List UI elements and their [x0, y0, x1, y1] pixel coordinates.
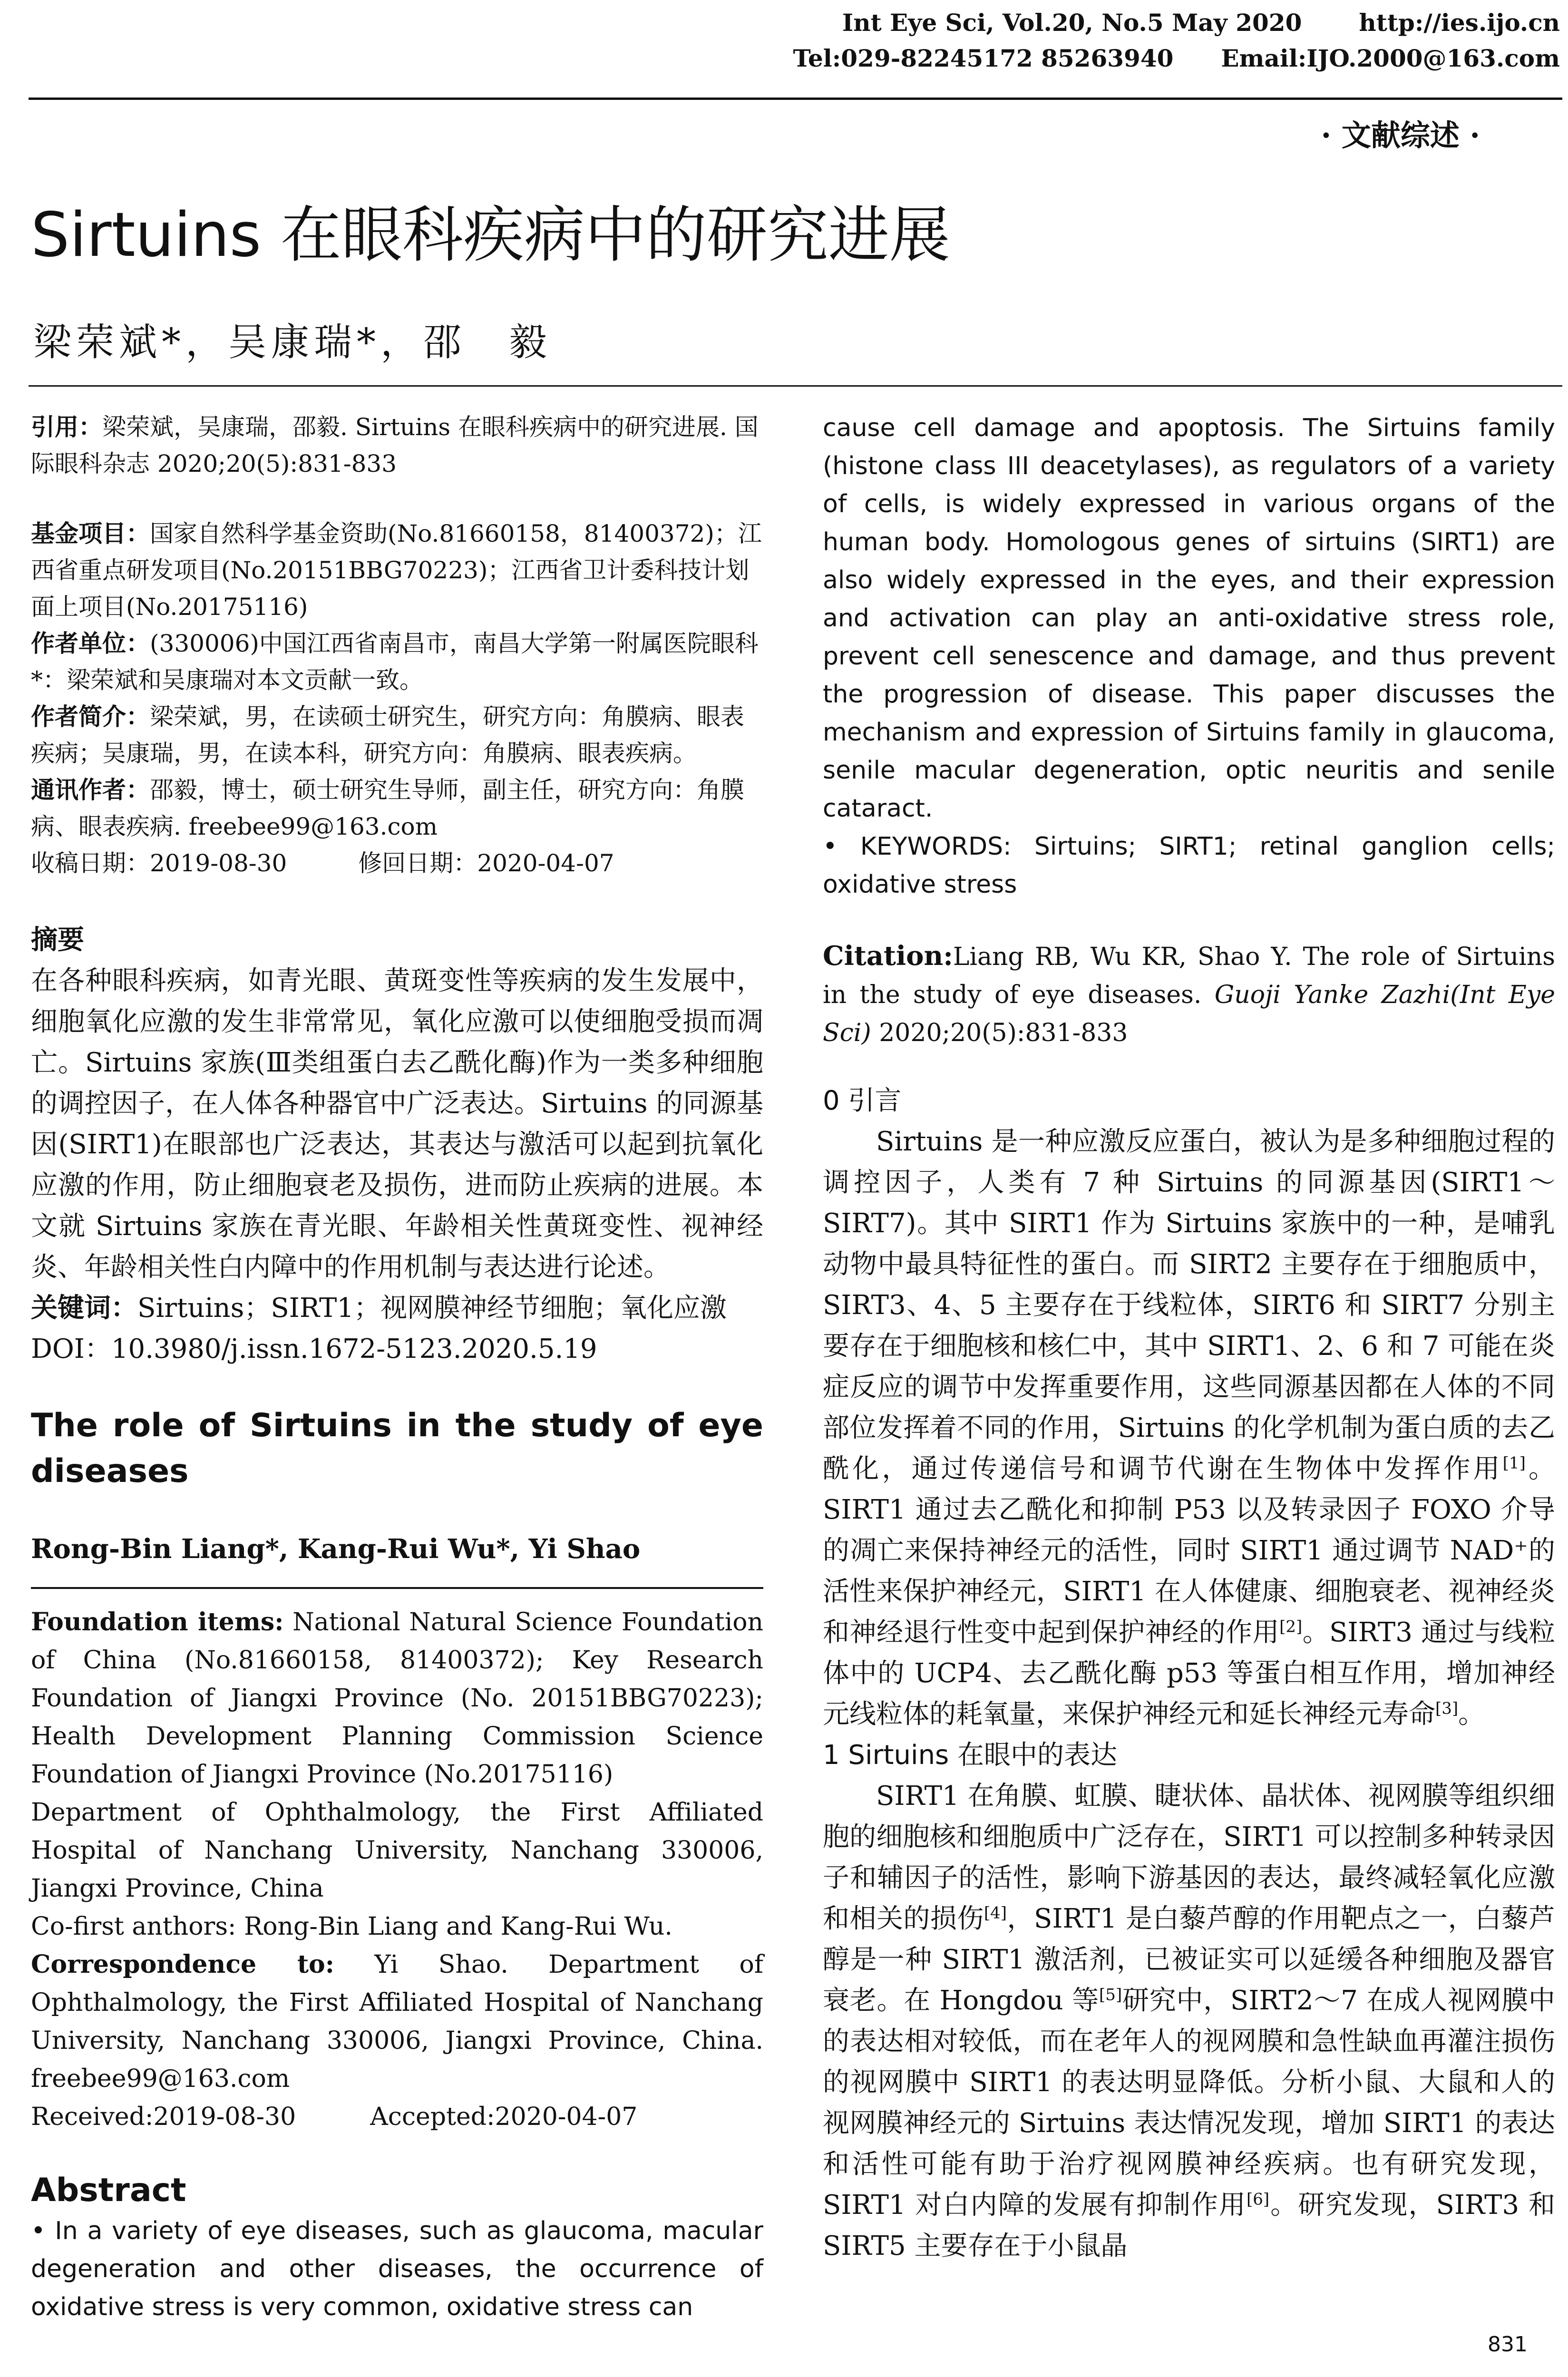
section-1-paragraph [823, 1776, 1555, 2267]
running-header [33, 5, 1560, 76]
unit-cn [31, 625, 763, 662]
keywords-en: • KEYWORDS: Sirtuins; SIRT1; retinal ganglion cells; oxidative stress [823, 832, 1555, 899]
cofirst-en: Co-first anthors: Rong-Bin Liang and Kang-Rui Wu. [31, 1912, 672, 1941]
citation-en-end: 2020;20(5):831-833 [879, 1019, 1128, 1047]
fund-en-text: National Natural Science Foundation of China (No.81660158, 81400372); Key Research Foundation of Jiangxi Province (No. 20151BBG70223); Health Development Planning Commission Science Foundation of Jiangxi Province (No.20175116) [31, 1608, 763, 1789]
ref-1: [1] [1502, 1453, 1526, 1473]
corr-cn [31, 772, 763, 845]
authors-en: Rong-Bin Liang*, Kang-Rui Wu*, Yi Shao [31, 1533, 641, 1565]
sec1-text-2: ，SIRT1 是白藜芦醇的作用靶点之一，白藜芦醇是一种 SIRT1 激活剂，已被证实可以延缓各种细胞及器官衰老。在 Hongdou 等 [823, 1903, 1555, 2016]
sec0-text-4: 。 [1458, 1699, 1485, 1730]
title-en: The role of Sirtuins in the study of eye diseases [31, 1407, 763, 1490]
unit-cn-label: 作者单位： [31, 630, 150, 657]
section-0-heading: 0 引言 [823, 1085, 902, 1116]
fund-en [31, 1603, 763, 1793]
unit-cn-text: (330006)中国江西省南昌市，南昌大学第一附属医院眼科 [150, 630, 759, 657]
abstract-en-start: • In a variety of eye diseases, such as glaucoma, macular degeneration and other diseases, the occurrence of oxidative stress is very common, oxidative stress can [31, 2217, 763, 2321]
ref-5: [5] [1099, 1985, 1122, 2005]
dept-en: Department of Ophthalmology, the First Affiliated Hospital of Nanchang University, Nanchang 330006, Jiangxi Province, China [31, 1798, 763, 1903]
fund-cn [31, 516, 763, 625]
equal-contribution-note: *：梁荣斌和吴康瑞对本文贡献一致。 [31, 666, 423, 694]
abstract-en-cont: cause cell damage and apoptosis. The Sirtuins family (histone class III deacetylases), as regulators of a variety of cells, is widely expressed in various organs of the human body. Homologous genes of sirtuins (SIRT1) are also widely expressed in the eyes, and their expression and activation can play an anti-oxidative stress role, prevent cell senescence and damage, and thus prevent the progression of disease. This paper discusses the mechanism and expression of Sirtuins family in glaucoma, senile macular degeneration, optic neuritis and senile cataract. [823, 414, 1555, 823]
corr-en [31, 1946, 763, 2098]
citation-cn-label: 引用： [31, 413, 102, 441]
ref-6: [6] [1247, 2190, 1270, 2209]
ref-3: [3] [1435, 1699, 1459, 1718]
bio-cn-label: 作者简介： [31, 703, 150, 731]
page-number: 831 [1488, 2332, 1528, 2357]
fund-cn-text: 国家自然科学基金资助(No.81660158，81400372)；江西省重点研发项目(No.20151BBG70223)；江西省卫计委科技计划面上项目(No.20175116) [31, 520, 762, 621]
fund-en-label: Foundation items: [31, 1607, 284, 1637]
abstract-cn: 在各种眼科疾病，如青光眼、黄斑变性等疾病的发生发展中，细胞氧化应激的发生非常常见，氧化应激可以使细胞受损而凋亡。Sirtuins 家族(Ⅲ类组蛋白去乙酰化酶)作为一类多种细胞的调控因子，在人体各种器官中广泛表达。Sirtuins 的同源基因(SIRT1)在眼部也广泛表达，其表达与激活可以起到抗氧化应激的作用，防止细胞衰老及损伤，进而防止疾病的进展。本文就 Sirtuins 家族在青光眼、年龄相关性黄斑变性、视神经炎、年龄相关性白内障中的作用机制与表达进行论述。 [31, 965, 763, 1283]
right-column [823, 409, 1555, 2267]
dates-en: Received:2019-08-30 Accepted:2020-04-07 [31, 2103, 638, 2131]
header-line-1 [33, 5, 1560, 40]
abstract-en-heading: Abstract [31, 2172, 186, 2209]
fund-cn-label: 基金项目： [31, 520, 150, 547]
citation-en-journal: Guoji Yanke Zazhi(Int Eye Sci) [823, 981, 1556, 1047]
header-journal: Int Eye Sci, Vol.20, No.5 May 2020 [842, 9, 1302, 37]
corr-en-label: Correspondence to: [31, 1950, 334, 1979]
ref-2: [2] [1279, 1617, 1303, 1637]
sec1-text-4: 。研究发现，SIRT3 和 SIRT5 主要存在于小鼠晶 [823, 2190, 1555, 2261]
header-url: http://ies.ijo.cn [1359, 9, 1560, 37]
left-column [31, 409, 763, 2326]
title-rule [29, 385, 1562, 387]
dates-cn: 收稿日期：2019-08-30 修回日期：2020-04-07 [31, 849, 614, 877]
header-rule [29, 97, 1562, 100]
keywords-cn-label: 关键词： [31, 1293, 137, 1324]
sec1-text-1: SIRT1 在角膜、虹膜、睫状体、晶状体、视网膜等组织细胞的细胞核和细胞质中广泛存在，SIRT1 可以控制多种转录因子和辅因子的活性，影响下游基因的表达，最终减轻氧化应激和相关的损伤 [823, 1781, 1555, 1934]
sec0-text-3: 。SIRT3 通过与线粒体中的 UCP4、去乙酰化酶 p53 等蛋白相互作用，增加神经元线粒体的耗氧量，来保护神经元和延长神经元寿命 [823, 1617, 1555, 1730]
sec0-text-1: Sirtuins 是一种应激反应蛋白，被认为是多种细胞过程的调控因子，人类有 7 种 Sirtuins 的同源基因(SIRT1～SIRT7)。其中 SIRT1 作为 Sirtuins 家族中的一种，是哺乳动物中最具特征性的蛋白。而 SIRT2 主要存在于细胞质中，SIRT3、4、5 主要存在于线粒体，SIRT6 和 SIRT7 分别主要存在于细胞核和核仁中，其中 SIRT1、2、6 和 7 可能在炎症反应的调节中发挥重要作用，这些同源基因都在人体的不同部位发挥着不同的作用，Sirtuins 的化学机制为蛋白质的去乙酰化，通过传递信号和调节代谢在生物体中发挥作用 [823, 1126, 1555, 1484]
sec1-text-3: 研究中，SIRT2～7 在成人视网膜中的表达相对较低，而在老年人的视网膜和急性缺血再灌注损伤的视网膜中 SIRT1 的表达明显降低。分析小鼠、大鼠和人的视网膜神经元的 Sirtuins 表达情况发现，增加 SIRT1 的表达和活性可能有助于治疗视网膜神经疾病。也有研究发现，SIRT1 对白内障的发展有抑制作用 [823, 1985, 1555, 2221]
ref-4: [4] [984, 1903, 1007, 1923]
sec0-text-2: 。SIRT1 通过去乙酰化和抑制 P53 以及转录因子 FOXO 介导的凋亡来保持神经元的活性，同时 SIRT1 通过调节 NAD⁺的活性来保护神经元，SIRT1 在人体健康、细胞衰老、视神经炎和神经退行性变中起到保护神经的作用 [823, 1453, 1556, 1648]
keywords-cn-text: Sirtuins；SIRT1；视网膜神经节细胞；氧化应激 [137, 1293, 727, 1324]
citation-cn-text: 梁荣斌，吴康瑞，邵毅. Sirtuins 在眼科疾病中的研究进展. 国际眼科杂志 2020;20(5):831-833 [31, 413, 759, 477]
header-email: Email:IJO.2000@163.com [1221, 44, 1560, 72]
abstract-cn-heading: 摘要 [31, 925, 84, 955]
authors-en-rule [31, 1568, 763, 1589]
section-0-paragraph [823, 1121, 1555, 1735]
citation-cn [31, 409, 763, 482]
corr-cn-text: 邵毅，博士，硕士研究生导师，副主任，研究方向：角膜病、眼表疾病. freebee99@163.com [31, 776, 744, 840]
citation-en-label: Citation: [823, 940, 953, 972]
section-tag: · 文献综述 · [1321, 118, 1480, 153]
corr-cn-label: 通讯作者： [31, 776, 150, 804]
header-line-2 [33, 40, 1560, 76]
citation-en-text: Liang RB, Wu KR, Shao Y. The role of Sirtuins in the study of eye diseases. [823, 943, 1555, 1009]
section-1-heading: 1 Sirtuins 在眼中的表达 [823, 1740, 1118, 1771]
corr-en-text: Yi Shao. Department of Ophthalmology, the First Affiliated Hospital of Nanchang University, Nanchang 330006, Jiangxi Province, China. freebee99@163.com [31, 1950, 764, 2093]
authors-cn: 梁荣斌*，吴康瑞*，邵 毅 [33, 320, 552, 364]
page-title: Sirtuins 在眼科疾病中的研究进展 [31, 200, 950, 271]
bio-cn-text: 梁荣斌，男，在读硕士研究生，研究方向：角膜病、眼表疾病；吴康瑞，男，在读本科，研究方向：角膜病、眼表疾病。 [31, 703, 744, 767]
citation-en [823, 937, 1555, 1052]
bio-cn [31, 699, 763, 772]
doi: DOI：10.3980/j.issn.1672-5123.2020.5.19 [31, 1334, 597, 1364]
header-tel: Tel:029-82245172 85263940 [793, 44, 1174, 72]
keywords-cn [31, 1288, 763, 1329]
